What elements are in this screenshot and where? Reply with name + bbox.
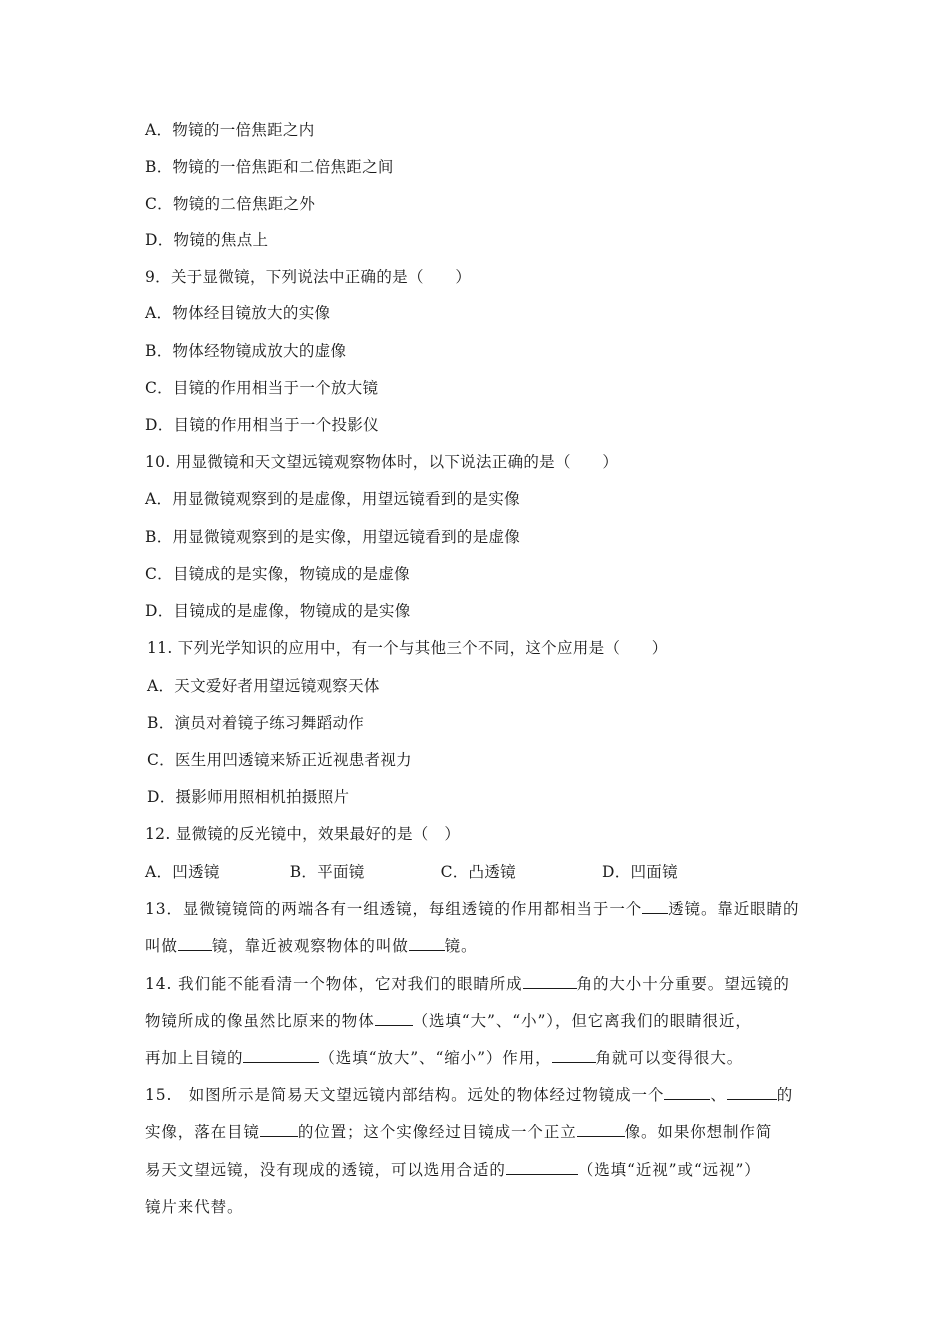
q12-option-d: D．凹面镜 bbox=[601, 863, 678, 881]
q14-line-1 bbox=[145, 973, 790, 995]
q9-option-c: C．目镜的作用相当于一个放大镜 bbox=[145, 379, 379, 397]
q10-option-b: B．用显微镜观察到的是实像，用望远镜看到的是虚像 bbox=[145, 528, 521, 546]
q13-text: 镜。 bbox=[444, 937, 478, 955]
answer-blank[interactable] bbox=[642, 899, 668, 914]
q9-option-a: A．物体经目镜放大的实像 bbox=[145, 304, 331, 322]
q14-text: （选填“放大”、“缩小”）作用， bbox=[319, 1049, 552, 1067]
q15-text: （选填“近视”或“远视”） bbox=[577, 1161, 761, 1179]
q10-option-a: A．用显微镜观察到的是虚像，用望远镜看到的是实像 bbox=[145, 490, 520, 508]
answer-blank[interactable] bbox=[409, 936, 445, 951]
q15-text: 的 bbox=[776, 1086, 794, 1104]
q11-option-a: A．天文爱好者用望远镜观察天体 bbox=[147, 677, 380, 695]
answer-blank[interactable] bbox=[260, 1122, 298, 1137]
q9-option-b: B．物体经物镜成放大的虚像 bbox=[145, 342, 347, 360]
q12-stem: 12. 显微镜的反光镜中，效果最好的是（ ） bbox=[145, 825, 461, 843]
q12-option-b: B．平面镜 bbox=[289, 863, 365, 881]
q8-option-b: B．物镜的一倍焦距和二倍焦距之间 bbox=[145, 158, 394, 176]
q15-line-2 bbox=[145, 1121, 772, 1143]
q10-option-c: C．目镜成的是实像，物镜成的是虚像 bbox=[145, 565, 410, 583]
q11-option-c: C．医生用凹透镜来矫正近视患者视力 bbox=[147, 751, 412, 769]
answer-blank[interactable] bbox=[178, 936, 212, 951]
answer-blank[interactable] bbox=[552, 1048, 596, 1063]
q14-text: 角的大小十分重要。望远镜的 bbox=[576, 975, 790, 993]
q14-text: 14. 我们能不能看清一个物体，它对我们的眼睛所成 bbox=[145, 975, 523, 993]
q9-stem: 9．关于显微镜，下列说法中正确的是（ ） bbox=[145, 268, 472, 286]
q8-option-c: C．物镜的二倍焦距之外 bbox=[145, 195, 316, 213]
q15-text: 的位置；这个实像经过目镜成一个正立 bbox=[297, 1123, 577, 1141]
q15-text: 、 bbox=[710, 1086, 727, 1104]
q13-text: 13．显微镜镜筒的两端各有一组透镜，每组透镜的作用都相当于一个 bbox=[145, 900, 643, 918]
q12-option-a: A．凹透镜 bbox=[145, 863, 220, 881]
q11-option-b: B．演员对着镜子练习舞蹈动作 bbox=[147, 714, 365, 732]
q15-text: 像。如果你想制作简 bbox=[624, 1123, 773, 1141]
answer-blank[interactable] bbox=[375, 1011, 413, 1026]
q13-text: 透镜。靠近眼睛的 bbox=[668, 900, 800, 918]
q9-option-d: D．目镜的作用相当于一个投影仪 bbox=[145, 416, 379, 434]
q10-stem: 10. 用显微镜和天文望远镜观察物体时，以下说法正确的是（ ） bbox=[145, 453, 619, 471]
q8-option-a: A．物镜的一倍焦距之内 bbox=[145, 121, 315, 139]
q11-option-d: D．摄影师用照相机拍摄照片 bbox=[147, 788, 350, 806]
q15-line-4: 镜片来代替。 bbox=[145, 1198, 244, 1216]
answer-blank[interactable] bbox=[577, 1122, 625, 1137]
answer-blank[interactable] bbox=[727, 1085, 777, 1100]
q13-line-2 bbox=[145, 935, 477, 957]
q14-text: （选填“大”、“小”），但它离我们的眼睛很近， bbox=[412, 1012, 752, 1030]
q15-line-3 bbox=[145, 1159, 761, 1181]
q14-line-2 bbox=[145, 1010, 752, 1032]
q15-text: 实像，落在目镜 bbox=[145, 1123, 260, 1141]
q14-text: 角就可以变得很大。 bbox=[595, 1049, 744, 1067]
q15-text: 易天文望远镜，没有现成的透镜，可以选用合适的 bbox=[145, 1161, 506, 1179]
q13-text: 叫做 bbox=[145, 937, 178, 955]
q15-line-1 bbox=[145, 1084, 793, 1106]
q11-stem: 11. 下列光学知识的应用中，有一个与其他三个不同，这个应用是（ ） bbox=[147, 639, 668, 657]
q13-text: 镜，靠近被观察物体的叫做 bbox=[211, 937, 409, 955]
answer-blank[interactable] bbox=[664, 1085, 710, 1100]
answer-blank[interactable] bbox=[506, 1160, 578, 1175]
answer-blank[interactable] bbox=[243, 1048, 319, 1063]
q10-option-d: D．目镜成的是虚像，物镜成的是实像 bbox=[145, 602, 411, 620]
q14-text: 物镜所成的像虽然比原来的物体 bbox=[145, 1012, 375, 1030]
answer-blank[interactable] bbox=[523, 974, 577, 989]
q12-option-c: C．凸透镜 bbox=[440, 863, 516, 881]
q12-options bbox=[145, 861, 678, 883]
q8-option-d: D．物镜的焦点上 bbox=[145, 231, 269, 249]
q13-line-1 bbox=[145, 898, 799, 920]
q14-line-3 bbox=[145, 1047, 743, 1069]
q15-text: 15. 如图所示是简易天文望远镜内部结构。远处的物体经过物镜成一个 bbox=[145, 1086, 665, 1104]
q14-text: 再加上目镜的 bbox=[145, 1049, 244, 1067]
